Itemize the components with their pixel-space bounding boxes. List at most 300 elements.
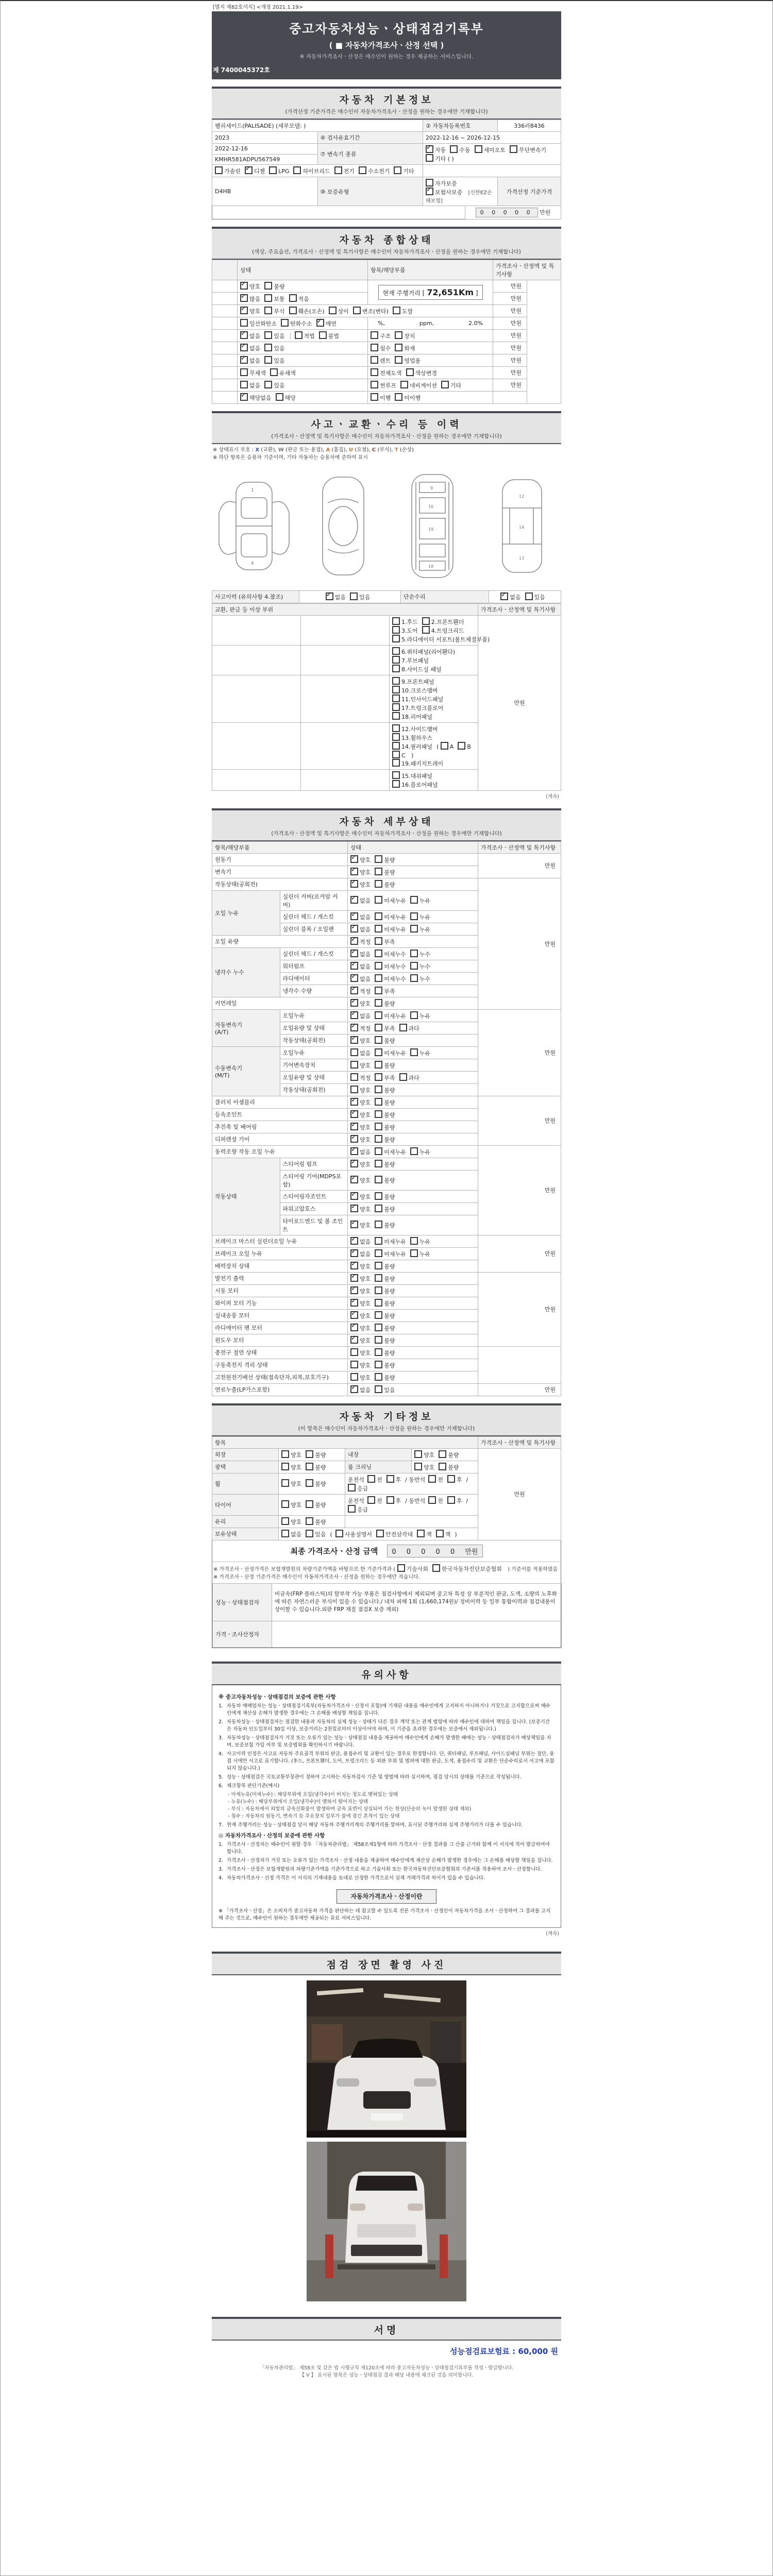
checkbox-option[interactable]: 해당 <box>276 393 296 402</box>
checkbox-option[interactable]: 있음 <box>264 356 284 365</box>
checkbox-option[interactable]: 있음 <box>375 1385 395 1394</box>
checkbox-option[interactable]: 기타 <box>441 381 461 389</box>
checkbox-icon[interactable] <box>375 1286 382 1294</box>
checkbox-icon[interactable] <box>240 282 248 290</box>
checkbox-icon[interactable] <box>422 626 430 634</box>
checkbox-icon[interactable] <box>240 344 248 351</box>
checkbox-icon[interactable] <box>510 145 517 153</box>
checkbox-icon[interactable] <box>264 307 272 314</box>
checkbox-option[interactable]: 부족 <box>375 1073 395 1082</box>
checkbox-option[interactable]: ✓ 없음 <box>350 1249 371 1258</box>
checkbox-icon[interactable] <box>375 987 382 994</box>
checkbox-option[interactable]: 무채색 <box>240 368 266 377</box>
checkbox-icon[interactable] <box>350 937 358 945</box>
checkbox-icon[interactable] <box>350 855 358 863</box>
checkbox-option[interactable]: ✓보험사보증 <box>426 188 462 196</box>
checkbox-option[interactable]: ✓ 양호 <box>350 1324 371 1332</box>
checkbox-option[interactable]: 미세누유 <box>375 1011 406 1020</box>
checkbox-icon[interactable] <box>350 1123 358 1130</box>
checkbox-icon[interactable] <box>350 987 358 994</box>
checkbox-option[interactable]: 양호 <box>350 1348 371 1357</box>
checkbox-option[interactable]: ✓ 양호 <box>350 999 371 1008</box>
checkbox-option[interactable]: 누유 <box>410 912 430 921</box>
checkbox-option[interactable]: 불량 <box>375 1221 395 1229</box>
checkbox-option[interactable]: 불법 <box>319 331 339 340</box>
checkbox-option[interactable]: ✓양호 <box>350 1176 371 1184</box>
checkbox-icon[interactable] <box>350 1160 358 1167</box>
checkbox-icon[interactable] <box>375 925 382 933</box>
checkbox-icon[interactable] <box>375 999 382 1007</box>
checkbox-icon[interactable] <box>371 381 378 388</box>
checkbox-option[interactable]: 17.트렁크플로어 <box>392 703 443 712</box>
checkbox-icon[interactable] <box>350 925 358 933</box>
checkbox-icon[interactable] <box>264 282 272 290</box>
checkbox-option[interactable]: 화재 <box>395 344 415 352</box>
checkbox-icon[interactable] <box>350 1361 358 1368</box>
checkbox-icon[interactable] <box>348 1484 356 1492</box>
checkbox-option[interactable]: 불량 <box>375 868 395 876</box>
checkbox-icon[interactable] <box>240 331 248 339</box>
checkbox-option[interactable]: 미세누유 <box>375 1237 406 1246</box>
checkbox-icon[interactable] <box>375 962 382 970</box>
checkbox-icon[interactable] <box>295 331 303 339</box>
checkbox-icon[interactable] <box>350 1249 358 1257</box>
checkbox-icon[interactable] <box>306 1517 313 1525</box>
checkbox-option[interactable]: ✓많음 <box>240 294 260 303</box>
checkbox-option[interactable]: 과다 <box>399 1024 419 1032</box>
checkbox-option[interactable]: 양호 <box>281 1463 301 1471</box>
checkbox-option[interactable]: 이행 <box>371 393 391 402</box>
checkbox-icon[interactable] <box>350 868 358 875</box>
checkbox-option[interactable]: 기술사회 <box>397 1564 429 1573</box>
checkbox-icon[interactable] <box>386 1496 394 1504</box>
checkbox-icon[interactable] <box>375 1262 382 1269</box>
checkbox-icon[interactable] <box>350 1221 358 1228</box>
checkbox-icon[interactable] <box>450 145 458 153</box>
checkbox-option[interactable]: 응급 <box>348 1484 368 1493</box>
checkbox-icon[interactable] <box>414 1450 422 1458</box>
checkbox-option[interactable]: 후 <box>386 1496 401 1505</box>
checkbox-option[interactable]: 미세누수 <box>375 950 406 958</box>
checkbox-option[interactable]: 전 <box>367 1496 382 1505</box>
checkbox-icon[interactable] <box>410 925 418 933</box>
checkbox-icon[interactable] <box>375 868 382 875</box>
checkbox-icon[interactable] <box>306 1463 313 1470</box>
checkbox-icon[interactable] <box>350 1011 358 1019</box>
checkbox-icon[interactable] <box>350 1024 358 1031</box>
checkbox-icon[interactable] <box>270 368 278 376</box>
checkbox-icon[interactable] <box>350 1237 358 1245</box>
checkbox-icon[interactable] <box>392 780 400 788</box>
checkbox-option[interactable]: 사용설명서 <box>335 1530 372 1538</box>
checkbox-icon[interactable] <box>397 1564 405 1572</box>
checkbox-option[interactable]: 훼손(오손) <box>289 307 325 315</box>
checkbox-icon[interactable] <box>350 950 358 957</box>
checkbox-icon[interactable] <box>350 974 358 982</box>
checkbox-option[interactable]: 전 <box>428 1496 443 1505</box>
checkbox-option[interactable]: ✓ 양호 <box>350 1336 371 1345</box>
checkbox-option[interactable]: 12.사이드멤버 <box>392 724 438 733</box>
checkbox-icon[interactable] <box>375 855 382 863</box>
checkbox-option[interactable]: ✓없음 <box>240 356 260 365</box>
checkbox-option[interactable]: 기타 <box>394 166 414 175</box>
checkbox-icon[interactable] <box>375 1192 382 1200</box>
checkbox-icon[interactable] <box>371 368 378 376</box>
checkbox-icon[interactable] <box>395 344 402 351</box>
checkbox-icon[interactable] <box>410 1011 418 1019</box>
checkbox-option[interactable]: 있음 <box>306 1530 326 1538</box>
checkbox-icon[interactable] <box>410 962 418 970</box>
checkbox-option[interactable]: 불량 <box>306 1479 326 1488</box>
checkbox-option[interactable]: 부족 <box>375 1024 395 1032</box>
checkbox-option[interactable]: ✓ 적정 <box>350 1024 371 1032</box>
checkbox-option[interactable]: ✓ 양호 <box>350 880 371 889</box>
checkbox-icon[interactable] <box>392 751 400 758</box>
checkbox-icon[interactable] <box>350 1176 358 1183</box>
checkbox-option[interactable]: 누유 <box>410 1011 430 1020</box>
checkbox-icon[interactable] <box>350 1036 358 1044</box>
checkbox-option[interactable]: 후 <box>447 1496 462 1505</box>
checkbox-icon[interactable] <box>410 950 418 957</box>
checkbox-icon[interactable] <box>375 896 382 904</box>
checkbox-option[interactable]: 7.루브패널 <box>392 656 429 665</box>
checkbox-option[interactable]: 11.인사이드패널 <box>392 694 443 703</box>
checkbox-icon[interactable] <box>289 294 297 302</box>
checkbox-option[interactable]: 누수 <box>410 962 430 971</box>
checkbox-icon[interactable] <box>375 1221 382 1228</box>
checkbox-icon[interactable] <box>350 1192 358 1200</box>
checkbox-icon[interactable] <box>500 592 508 600</box>
checkbox-option[interactable]: 5.라디에이터 서포트(볼트체결부품) <box>392 635 490 643</box>
checkbox-icon[interactable] <box>395 356 402 364</box>
checkbox-option[interactable]: ✓ 없음 <box>350 1385 371 1394</box>
checkbox-icon[interactable] <box>375 1324 382 1331</box>
checkbox-icon[interactable] <box>350 1086 358 1093</box>
checkbox-icon[interactable] <box>392 677 400 685</box>
checkbox-icon[interactable] <box>392 742 400 750</box>
checkbox-icon[interactable] <box>395 331 402 339</box>
checkbox-option[interactable]: ✓ 양호 <box>350 1192 371 1201</box>
checkbox-icon[interactable] <box>281 1450 289 1458</box>
checkbox-option[interactable]: ✓양호 <box>240 282 260 291</box>
checkbox-icon[interactable] <box>525 592 533 600</box>
checkbox-option[interactable]: 불량 <box>375 1324 395 1332</box>
checkbox-icon[interactable] <box>350 592 358 600</box>
checkbox-option[interactable]: ✓ 없음 <box>350 962 371 971</box>
checkbox-icon[interactable] <box>375 880 382 888</box>
checkbox-option[interactable]: 4.트렁크리드 <box>422 626 464 635</box>
checkbox-option[interactable]: ✓없음 <box>350 896 371 905</box>
checkbox-option[interactable]: 미이행 <box>395 393 421 402</box>
checkbox-option[interactable]: 불량 <box>439 1463 459 1471</box>
checkbox-option[interactable]: 불량 <box>375 1160 395 1168</box>
checkbox-icon[interactable] <box>392 617 400 625</box>
checkbox-option[interactable]: B <box>458 742 471 750</box>
checkbox-icon[interactable] <box>432 1564 440 1572</box>
checkbox-icon[interactable] <box>436 1530 444 1537</box>
checkbox-option[interactable]: 13.휠하우스 <box>392 733 432 742</box>
checkbox-option[interactable]: 불량 <box>439 1450 459 1459</box>
checkbox-icon[interactable] <box>326 592 333 600</box>
checkbox-option[interactable]: 후 <box>447 1475 462 1484</box>
checkbox-icon[interactable] <box>348 1505 356 1513</box>
checkbox-icon[interactable] <box>392 635 400 642</box>
checkbox-icon[interactable] <box>392 656 400 664</box>
checkbox-icon[interactable] <box>375 1336 382 1344</box>
checkbox-icon[interactable] <box>417 1530 425 1537</box>
checkbox-icon[interactable] <box>289 307 297 314</box>
checkbox-option[interactable]: 탄화수소 <box>281 319 312 328</box>
checkbox-icon[interactable] <box>281 1463 289 1470</box>
checkbox-option[interactable]: ✓ 없음 <box>350 912 371 921</box>
checkbox-option[interactable]: 미세누유 <box>375 925 406 934</box>
checkbox-option[interactable]: ✓ 없음 <box>326 592 346 601</box>
checkbox-icon[interactable] <box>410 1249 418 1257</box>
checkbox-icon[interactable] <box>350 1336 358 1344</box>
checkbox-icon[interactable] <box>400 381 408 388</box>
checkbox-icon[interactable] <box>215 166 223 174</box>
checkbox-option[interactable]: 영업용 <box>395 356 421 365</box>
checkbox-icon[interactable] <box>281 319 289 327</box>
checkbox-option[interactable]: 전기 <box>334 166 355 175</box>
checkbox-icon[interactable] <box>375 1176 382 1183</box>
checkbox-icon[interactable] <box>240 307 248 314</box>
checkbox-option[interactable]: 누유 <box>410 896 430 905</box>
checkbox-icon[interactable] <box>375 1123 382 1130</box>
checkbox-icon[interactable] <box>240 368 248 376</box>
checkbox-option[interactable]: 불량 <box>375 1098 395 1107</box>
checkbox-icon[interactable] <box>350 1110 358 1118</box>
checkbox-option[interactable]: LPG <box>269 166 289 175</box>
checkbox-icon[interactable] <box>375 1147 382 1155</box>
checkbox-icon[interactable] <box>306 1500 313 1508</box>
checkbox-option[interactable]: 잭 <box>417 1530 432 1538</box>
checkbox-option[interactable]: 누유 <box>410 1237 430 1246</box>
checkbox-icon[interactable] <box>426 179 433 187</box>
checkbox-icon[interactable] <box>350 1147 358 1155</box>
checkbox-option[interactable]: 불량 <box>375 1373 395 1382</box>
checkbox-icon[interactable] <box>329 307 337 314</box>
checkbox-icon[interactable] <box>392 665 400 672</box>
checkbox-option[interactable]: 없음 <box>281 1530 301 1538</box>
checkbox-option[interactable]: ✓ 없음 <box>350 974 371 983</box>
checkbox-option[interactable]: 세미오토 <box>475 145 506 154</box>
checkbox-option[interactable]: 썬루프 <box>371 381 396 389</box>
checkbox-option[interactable]: 수동 <box>450 145 470 154</box>
checkbox-option[interactable]: ✓양호 <box>350 1221 371 1229</box>
checkbox-icon[interactable] <box>264 356 272 364</box>
checkbox-icon[interactable] <box>410 974 418 982</box>
checkbox-option[interactable]: 양호 <box>281 1450 301 1459</box>
checkbox-option[interactable]: 미세누유 <box>375 1147 406 1156</box>
checkbox-icon[interactable] <box>386 1475 394 1483</box>
checkbox-icon[interactable] <box>281 1530 289 1537</box>
checkbox-icon[interactable] <box>392 626 400 634</box>
checkbox-icon[interactable] <box>350 1311 358 1319</box>
checkbox-icon[interactable] <box>367 1496 375 1504</box>
checkbox-option[interactable]: 수소전기 <box>359 166 390 175</box>
checkbox-icon[interactable] <box>350 1385 358 1393</box>
checkbox-option[interactable]: 8.사이드실 패널 <box>392 665 442 673</box>
checkbox-option[interactable]: 19.패키지트레이 <box>392 759 443 768</box>
checkbox-icon[interactable] <box>439 1463 446 1470</box>
checkbox-icon[interactable] <box>375 1086 382 1093</box>
checkbox-icon[interactable] <box>375 1048 382 1056</box>
checkbox-option[interactable]: 누유 <box>410 925 430 934</box>
checkbox-option[interactable]: ✓ 없음 <box>350 1147 371 1156</box>
checkbox-option[interactable]: 불량 <box>306 1450 326 1459</box>
checkbox-option[interactable]: ✓ 양호 <box>350 1160 371 1168</box>
checkbox-option[interactable]: 누수 <box>410 950 430 958</box>
checkbox-option[interactable]: 미세누유 <box>375 1249 406 1258</box>
checkbox-icon[interactable] <box>353 307 361 314</box>
checkbox-option[interactable]: 양호 <box>281 1517 301 1526</box>
checkbox-option[interactable]: ✓ 양호 <box>350 1135 371 1144</box>
checkbox-icon[interactable] <box>350 1135 358 1143</box>
checkbox-icon[interactable] <box>350 1048 358 1056</box>
checkbox-option[interactable]: C <box>392 751 406 759</box>
checkbox-option[interactable]: ✓ 양호 <box>350 1036 371 1045</box>
checkbox-icon[interactable] <box>375 950 382 957</box>
checkbox-icon[interactable] <box>306 1479 313 1487</box>
checkbox-icon[interactable] <box>399 1073 407 1081</box>
checkbox-icon[interactable] <box>240 319 248 327</box>
checkbox-option[interactable]: A <box>441 742 454 750</box>
checkbox-icon[interactable] <box>406 368 414 376</box>
checkbox-icon[interactable] <box>264 294 272 302</box>
checkbox-option[interactable]: 하이브리드 <box>293 166 330 175</box>
checkbox-icon[interactable] <box>441 742 448 750</box>
checkbox-icon[interactable] <box>458 742 465 750</box>
checkbox-icon[interactable] <box>399 1024 407 1031</box>
checkbox-option[interactable]: 불량 <box>306 1500 326 1509</box>
checkbox-icon[interactable] <box>410 896 418 904</box>
checkbox-icon[interactable] <box>371 393 378 401</box>
checkbox-option[interactable]: ✓ 양호 <box>350 1299 371 1308</box>
checkbox-option[interactable]: 1.후드 <box>392 617 418 626</box>
checkbox-option[interactable]: 잭 <box>436 1530 451 1538</box>
checkbox-icon[interactable] <box>276 393 283 401</box>
checkbox-icon[interactable] <box>371 331 378 339</box>
checkbox-icon[interactable] <box>350 912 358 920</box>
checkbox-option[interactable]: ✓ 없음 <box>500 592 520 601</box>
checkbox-option[interactable]: 미세누유 <box>375 912 406 921</box>
checkbox-option[interactable]: 도말 <box>393 307 413 315</box>
checkbox-option[interactable]: 불량 <box>375 1036 395 1045</box>
checkbox-icon[interactable] <box>410 1147 418 1155</box>
checkbox-icon[interactable] <box>426 145 433 153</box>
checkbox-option[interactable]: 유채색 <box>270 368 296 377</box>
checkbox-option[interactable]: 후 <box>386 1475 401 1484</box>
checkbox-icon[interactable] <box>428 1475 436 1483</box>
checkbox-option[interactable]: ✓양호 <box>240 307 260 315</box>
checkbox-option[interactable]: 일산화탄소 <box>240 319 277 328</box>
checkbox-option[interactable]: 응급 <box>348 1505 368 1514</box>
checkbox-option[interactable]: 과다 <box>399 1073 419 1082</box>
checkbox-option[interactable]: 있음 <box>264 331 284 340</box>
checkbox-option[interactable]: 전 <box>367 1475 382 1484</box>
checkbox-option[interactable]: 양호 <box>281 1500 301 1509</box>
checkbox-option[interactable]: 불량 <box>264 282 284 291</box>
checkbox-option[interactable]: 불량 <box>375 1086 395 1094</box>
checkbox-icon[interactable] <box>392 724 400 732</box>
checkbox-option[interactable]: ✓ 양호 <box>350 1205 371 1213</box>
checkbox-option[interactable]: 누유 <box>410 1048 430 1057</box>
checkbox-option[interactable]: 적정 <box>350 1073 371 1082</box>
checkbox-icon[interactable] <box>371 356 378 364</box>
checkbox-option[interactable]: 양호 <box>281 1479 301 1488</box>
checkbox-option[interactable]: 부족 <box>375 987 395 995</box>
checkbox-option[interactable]: ✓ 양호 <box>350 1098 371 1107</box>
checkbox-option[interactable]: 색상변경 <box>406 368 438 377</box>
checkbox-option[interactable]: 부족 <box>375 937 395 946</box>
checkbox-icon[interactable] <box>428 1496 436 1504</box>
checkbox-option[interactable]: 장치 <box>395 331 415 340</box>
checkbox-option[interactable]: ✓ 양호 <box>350 1286 371 1295</box>
checkbox-option[interactable]: ✓ 양호 <box>350 1110 371 1119</box>
checkbox-option[interactable]: 15.대쉬패널 <box>392 771 432 780</box>
checkbox-option[interactable]: 전체도색 <box>371 368 402 377</box>
checkbox-icon[interactable] <box>392 759 400 767</box>
checkbox-option[interactable]: 불량 <box>375 1061 395 1070</box>
checkbox-option[interactable]: ✓ 양호 <box>350 1311 371 1320</box>
checkbox-option[interactable]: ✓ 양호 <box>350 1274 371 1283</box>
checkbox-option[interactable]: ✓ 없음 <box>350 1011 371 1020</box>
checkbox-icon[interactable] <box>319 331 327 339</box>
checkbox-option[interactable]: 18.리어패널 <box>392 712 432 721</box>
checkbox-icon[interactable] <box>376 1530 384 1537</box>
checkbox-icon[interactable] <box>371 344 378 351</box>
checkbox-icon[interactable] <box>392 712 400 720</box>
checkbox-icon[interactable] <box>475 145 482 153</box>
checkbox-icon[interactable] <box>245 166 253 174</box>
checkbox-icon[interactable] <box>350 1324 358 1331</box>
checkbox-option[interactable]: ✓해당없음 <box>240 393 272 402</box>
checkbox-option[interactable]: ✓ 양호 <box>350 868 371 876</box>
checkbox-icon[interactable] <box>281 1500 289 1508</box>
checkbox-option[interactable]: 불량 <box>375 1286 395 1295</box>
checkbox-option[interactable]: 불량 <box>375 1123 395 1131</box>
checkbox-icon[interactable] <box>375 1299 382 1307</box>
checkbox-icon[interactable] <box>240 294 248 302</box>
checkbox-option[interactable]: ✓ 디젤 <box>245 166 265 175</box>
checkbox-option[interactable]: ✓ 없음 <box>350 925 371 934</box>
checkbox-icon[interactable] <box>281 1517 289 1525</box>
checkbox-icon[interactable] <box>350 896 358 904</box>
checkbox-icon[interactable] <box>350 1262 358 1269</box>
checkbox-icon[interactable] <box>240 393 248 401</box>
checkbox-icon[interactable] <box>375 1348 382 1356</box>
checkbox-option[interactable]: 적음 <box>289 294 309 303</box>
checkbox-icon[interactable] <box>350 1286 358 1294</box>
checkbox-option[interactable]: 14.필러패널 <box>392 742 432 751</box>
checkbox-icon[interactable] <box>393 307 400 314</box>
checkbox-icon[interactable] <box>375 1011 382 1019</box>
checkbox-option[interactable]: 불량 <box>375 1336 395 1345</box>
checkbox-icon[interactable] <box>293 166 301 174</box>
checkbox-option[interactable]: ✓ 양호 <box>350 1123 371 1131</box>
checkbox-option[interactable]: 양호 <box>350 1061 371 1070</box>
checkbox-option[interactable]: ✓ 없음 <box>350 1237 371 1246</box>
checkbox-icon[interactable] <box>395 393 402 401</box>
checkbox-option[interactable]: 불량 <box>375 1299 395 1308</box>
checkbox-option[interactable]: 상이 <box>329 307 349 315</box>
checkbox-icon[interactable] <box>316 319 324 327</box>
checkbox-option[interactable]: 불량 <box>375 1348 395 1357</box>
checkbox-icon[interactable] <box>269 166 277 174</box>
checkbox-option[interactable]: ✓ 매연 <box>316 319 337 328</box>
checkbox-icon[interactable] <box>375 937 382 945</box>
